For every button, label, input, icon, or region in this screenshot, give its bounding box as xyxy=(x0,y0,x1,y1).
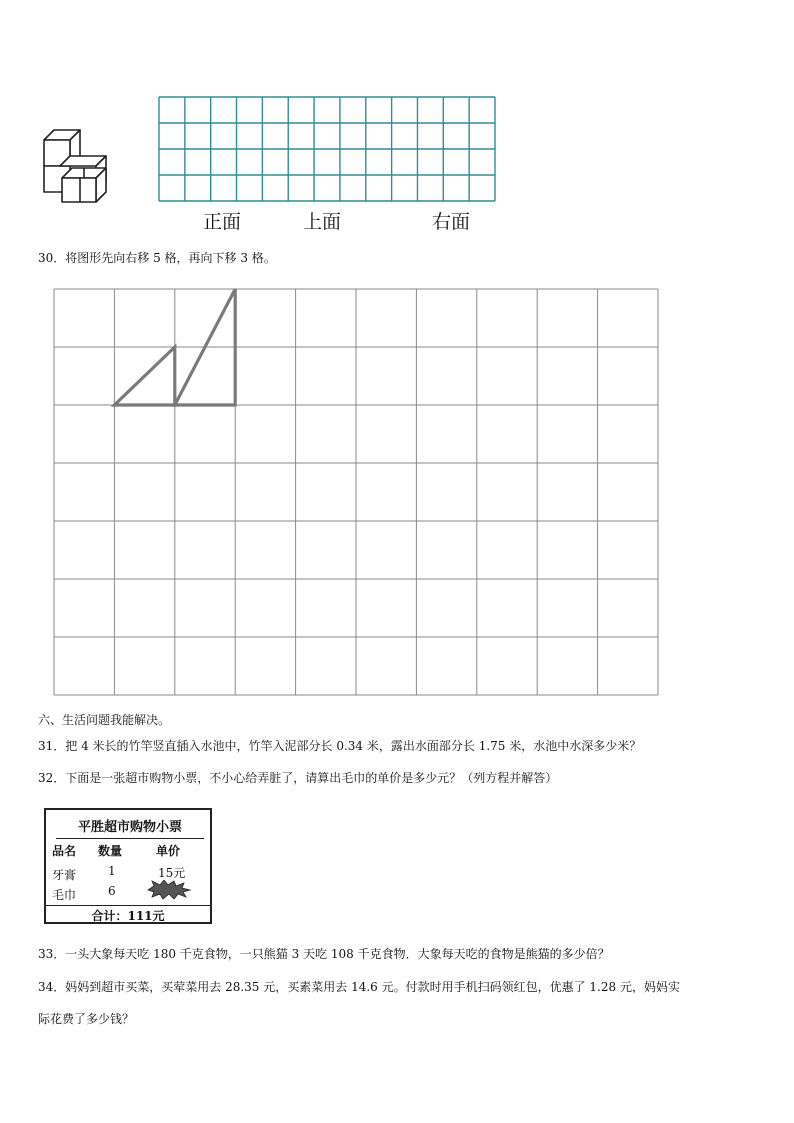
view-drawing-grid xyxy=(158,96,496,202)
question-31: 31．把 4 米长的竹竿竖直插入水池中，竹竿入泥部分长 0.34 米，露出水面部分长 1.75 米，水池中水深多少米？ xyxy=(38,739,642,753)
receipt-header-price: 单价 xyxy=(156,844,181,858)
receipt-header-qty: 数量 xyxy=(98,844,123,858)
receipt-row-price: 15元 xyxy=(158,866,186,880)
receipt-total: 合计：111元 xyxy=(46,905,210,924)
question-30: 30．将图形先向右移 5 格，再向下移 3 格。 xyxy=(38,251,276,265)
receipt-row-qty: 1 xyxy=(108,864,116,878)
shopping-receipt xyxy=(44,808,212,924)
receipt-row-name: 毛巾 xyxy=(52,888,77,902)
question-34-line-1: 34．妈妈到超市买菜，买荤菜用去 28.35 元，买素菜用去 14.6 元。付款时用手机扫码领红包，优惠了 1.28 元，妈妈实 xyxy=(38,980,680,994)
receipt-row-name: 牙膏 xyxy=(52,868,77,882)
dirt-stain-icon xyxy=(146,880,192,900)
receipt-title: 平胜超市购物小票 xyxy=(56,816,204,839)
label-right-view: 右面 xyxy=(432,211,471,233)
receipt-row-qty: 6 xyxy=(108,884,116,898)
cube-stack-figure xyxy=(38,126,110,204)
label-top-view: 上面 xyxy=(303,211,342,233)
label-front-view: 正面 xyxy=(203,211,242,233)
question-33: 33．一头大象每天吃 180 千克食物，一只熊猫 3 天吃 108 千克食物．大象每天吃的食物是熊猫的多少倍？ xyxy=(38,947,610,961)
section-heading-6: 六、生活问题我能解决。 xyxy=(38,713,171,727)
translation-grid xyxy=(50,287,660,699)
question-34-line-2: 际花费了多少钱？ xyxy=(38,1012,135,1026)
small-triangle xyxy=(114,347,174,405)
question-32: 32．下面是一张超市购物小票，不小心给弄脏了，请算出毛巾的单价是多少元？（列方程并解答） xyxy=(38,771,558,785)
receipt-header-name: 品名 xyxy=(52,844,77,858)
